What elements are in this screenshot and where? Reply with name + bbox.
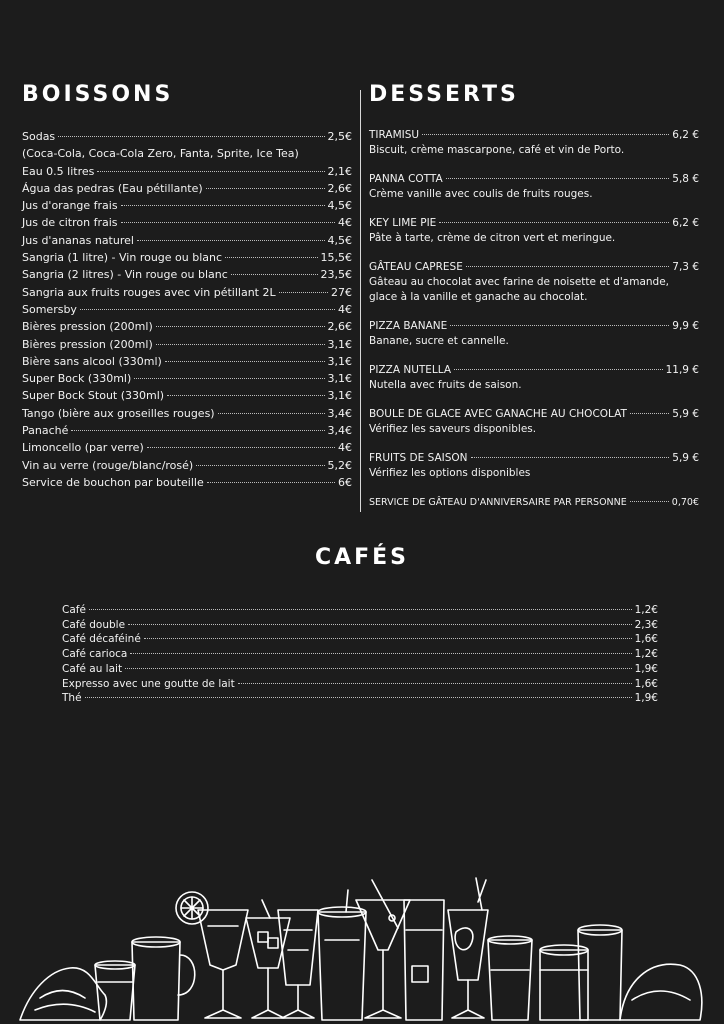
dessert-item (369, 172, 699, 202)
cafe-item (62, 618, 658, 633)
boissons-title: BOISSONS (22, 82, 174, 107)
dessert-description: Gâteau au chocolat avec farine de noisette et d'amande, glace à la vanille et ganache au chocolat. (369, 276, 669, 303)
item-name: Eau 0.5 litres (22, 164, 95, 178)
dot-leader (156, 326, 325, 327)
item-name: Sangria (1 litre) - Vin rouge ou blanc (22, 251, 223, 265)
item-name: Expresso avec une goutte de lait (62, 677, 235, 690)
item-price: 3,1€ (327, 372, 352, 386)
menu-item-row (22, 128, 352, 145)
menu-item-row (369, 451, 699, 466)
item-price: 5,9 € (672, 452, 699, 464)
item-price: 5,2€ (327, 458, 352, 472)
boisson-item (22, 387, 352, 404)
dot-leader (207, 482, 335, 483)
desserts-list (369, 128, 699, 524)
menu-item-row (22, 284, 352, 301)
item-price: 5,8 € (672, 173, 699, 185)
item-name: Vin au verre (rouge/blanc/rosé) (22, 458, 194, 472)
boisson-item (22, 128, 352, 163)
dot-leader (422, 134, 669, 135)
menu-item-row (62, 603, 658, 618)
item-price: 1,6€ (634, 677, 658, 690)
dessert-item (369, 407, 699, 437)
dot-leader (630, 501, 669, 502)
item-price: 4€ (338, 216, 352, 230)
item-name: PIZZA NUTELLA (369, 364, 452, 376)
item-name: Sangria aux fruits rouges avec vin pétillant 2L (22, 285, 276, 299)
dot-leader (466, 266, 669, 267)
item-name: Bières pression (200ml) (22, 320, 153, 334)
item-name: PIZZA BANANE (369, 320, 448, 332)
dessert-description: Pâte à tarte, crème de citron vert et meringue. (369, 232, 616, 244)
item-name: TIRAMISU (369, 129, 420, 141)
menu-item-row (369, 495, 699, 510)
dot-leader (121, 205, 325, 206)
item-name: Água das pedras (Eau pétillante) (22, 181, 203, 195)
item-price: 1,2€ (634, 648, 658, 661)
boisson-item (22, 439, 352, 456)
item-price: 4,5€ (327, 233, 352, 247)
dessert-description: Nutella avec fruits de saison. (369, 379, 522, 391)
item-price: 4,5€ (327, 199, 352, 213)
cafes-title: CAFÉS (314, 545, 410, 570)
item-price: 6€ (338, 475, 352, 489)
dot-leader (121, 222, 335, 223)
dessert-item (369, 363, 699, 393)
dessert-description: Crème vanille avec coulis de fruits rouges. (369, 188, 593, 200)
dot-leader (206, 188, 325, 189)
dot-leader (156, 344, 325, 345)
menu-item-row (62, 691, 658, 706)
item-name: Somersby (22, 302, 77, 316)
dot-leader (231, 274, 318, 275)
dot-leader (165, 361, 325, 362)
boissons-list (22, 128, 352, 491)
dot-leader (85, 697, 632, 698)
dessert-item (369, 216, 699, 246)
menu-item-row (22, 266, 352, 283)
boisson-item (22, 301, 352, 318)
item-name: Limoncello (par verre) (22, 441, 144, 455)
item-price: 1,2€ (634, 604, 658, 616)
boisson-item (22, 284, 352, 301)
menu-item-row (22, 197, 352, 214)
menu-item-row (62, 618, 658, 633)
item-name: Café au lait (62, 662, 123, 675)
dot-leader (58, 136, 324, 137)
dot-leader (89, 609, 632, 610)
menu-item-row (22, 336, 352, 353)
menu-item-row (22, 249, 352, 266)
dot-leader (71, 430, 324, 431)
item-name: Café carioca (62, 648, 128, 661)
boisson-item (22, 457, 352, 474)
dot-leader (130, 653, 631, 654)
dessert-description: Vérifiez les saveurs disponibles. (369, 423, 537, 435)
item-name: Sodas (22, 130, 56, 143)
menu-item-row (62, 677, 658, 692)
menu-item-row (22, 439, 352, 456)
item-name: Super Bock Stout (330ml) (22, 389, 165, 403)
menu-item-row (369, 319, 699, 334)
item-price: 2,6€ (327, 181, 352, 195)
item-name: Tango (bière aux groseilles rouges) (22, 406, 215, 420)
boisson-item (22, 405, 352, 422)
item-price: 23,5€ (320, 268, 352, 282)
item-price: 9,9 € (672, 320, 699, 332)
cafes-list (62, 603, 658, 706)
dot-leader (454, 369, 663, 370)
dot-leader (471, 457, 670, 458)
item-name: Café double (62, 618, 126, 631)
item-name: Jus d'ananas naturel (22, 233, 134, 247)
item-name: Café (62, 604, 86, 616)
item-price: 1,9€ (634, 662, 658, 675)
item-price: 3,1€ (327, 354, 352, 368)
cafe-item (62, 603, 658, 618)
item-price: 3,4€ (327, 424, 352, 438)
item-name: FRUITS DE SAISON (369, 452, 468, 464)
menu-item-row (22, 474, 352, 491)
item-note: (Coca-Cola, Coca-Cola Zero, Fanta, Sprite, Ice Tea) (22, 147, 299, 161)
column-divider (360, 90, 361, 512)
item-price: 3,1€ (327, 389, 352, 403)
cafe-item (62, 647, 658, 662)
item-price: 2,1€ (327, 164, 352, 178)
menu-item-row (62, 662, 658, 677)
dessert-description: Vérifiez les options disponibles (369, 467, 531, 479)
boisson-item (22, 318, 352, 335)
item-price: 2,6€ (327, 320, 352, 334)
item-price: 6,2 € (672, 129, 699, 141)
menu-item-row (62, 632, 658, 647)
item-name: Jus d'orange frais (22, 199, 118, 213)
menu-item-row (22, 163, 352, 180)
dessert-item (369, 319, 699, 349)
menu-item-row (369, 172, 699, 187)
dot-leader (144, 638, 632, 639)
menu-item-row (22, 214, 352, 231)
dot-leader (238, 683, 632, 684)
menu-item-row (62, 647, 658, 662)
menu-item-row (22, 422, 352, 439)
menu-item-row (369, 216, 699, 231)
item-price: 5,9 € (672, 408, 699, 420)
item-price: 3,4€ (327, 406, 352, 420)
item-name: Service de bouchon par bouteille (22, 475, 204, 489)
birthday-cake-service (369, 495, 699, 510)
dot-leader (446, 178, 670, 179)
boisson-item (22, 266, 352, 283)
item-name: Jus de citron frais (22, 216, 118, 230)
dessert-item (369, 451, 699, 481)
menu-item-row (369, 363, 699, 378)
dot-leader (218, 413, 325, 414)
boisson-item (22, 474, 352, 491)
item-price: 0,70€ (671, 497, 699, 508)
menu-item-row (22, 457, 352, 474)
item-price: 2,5€ (327, 130, 352, 143)
cafe-item (62, 632, 658, 647)
item-name: Café décaféiné (62, 633, 141, 646)
menu-item-row (22, 301, 352, 318)
menu-item-row (22, 370, 352, 387)
item-price: 2,3€ (634, 618, 658, 631)
item-name: PANNA COTTA (369, 173, 443, 185)
dot-leader (196, 465, 324, 466)
item-price: 7,3 € (672, 261, 699, 273)
dessert-item (369, 260, 699, 305)
menu-item-row (22, 405, 352, 422)
boisson-item (22, 336, 352, 353)
boisson-item (22, 180, 352, 197)
boisson-item (22, 163, 352, 180)
dot-leader (125, 668, 632, 669)
item-name: BOULE DE GLACE AVEC GANACHE AU CHOCOLAT (369, 408, 627, 420)
dot-leader (450, 325, 669, 326)
boisson-item (22, 353, 352, 370)
dessert-description: Banane, sucre et cannelle. (369, 335, 509, 347)
dot-leader (147, 447, 335, 448)
item-price: 4€ (338, 441, 352, 455)
item-price: 3,1€ (327, 337, 352, 351)
dot-leader (128, 624, 632, 625)
dot-leader (279, 292, 328, 293)
item-name: KEY LIME PIE (369, 217, 437, 229)
item-name: Super Bock (330ml) (22, 372, 132, 386)
dot-leader (134, 378, 324, 379)
item-price: 11,9 € (665, 364, 699, 376)
boisson-item (22, 197, 352, 214)
boisson-item (22, 214, 352, 231)
item-name: Bières pression (200ml) (22, 337, 153, 351)
dessert-description: Biscuit, crème mascarpone, café et vin de Porto. (369, 144, 625, 156)
cafe-item (62, 691, 658, 706)
item-price: 6,2 € (672, 217, 699, 229)
item-price: 4€ (338, 302, 352, 316)
menu-item-row (369, 128, 699, 143)
dot-leader (167, 395, 324, 396)
boisson-item (22, 232, 352, 249)
item-price: 1,6€ (634, 633, 658, 646)
cafe-item (62, 677, 658, 692)
item-name: Thé (62, 692, 82, 705)
dot-leader (225, 257, 317, 258)
item-name: GÂTEAU CAPRESE (369, 261, 463, 273)
boisson-item (22, 249, 352, 266)
item-name: Panaché (22, 424, 69, 438)
desserts-title: DESSERTS (369, 82, 519, 107)
dot-leader (630, 413, 669, 414)
item-price: 15,5€ (320, 251, 352, 265)
dot-leader (439, 222, 669, 223)
menu-item-row (22, 318, 352, 335)
menu-item-row (22, 180, 352, 197)
boisson-item (22, 422, 352, 439)
item-price: 1,9€ (634, 692, 658, 705)
menu-item-row (369, 407, 699, 422)
menu-item-row (22, 387, 352, 404)
menu-item-row (22, 232, 352, 249)
item-price: 27€ (331, 285, 352, 299)
dot-leader (80, 309, 335, 310)
drinks-illustration-icon (0, 870, 724, 1024)
dot-leader (137, 240, 325, 241)
dot-leader (97, 171, 324, 172)
boisson-item (22, 370, 352, 387)
item-name: Sangria (2 litres) - Vin rouge ou blanc (22, 268, 228, 282)
dessert-item (369, 128, 699, 158)
cafe-item (62, 662, 658, 677)
menu-item-row (22, 353, 352, 370)
item-name: SERVICE DE GÂTEAU D'ANNIVERSAIRE PAR PERSONNE (369, 497, 627, 508)
menu-item-row (369, 260, 699, 275)
item-name: Bière sans alcool (330ml) (22, 354, 162, 368)
